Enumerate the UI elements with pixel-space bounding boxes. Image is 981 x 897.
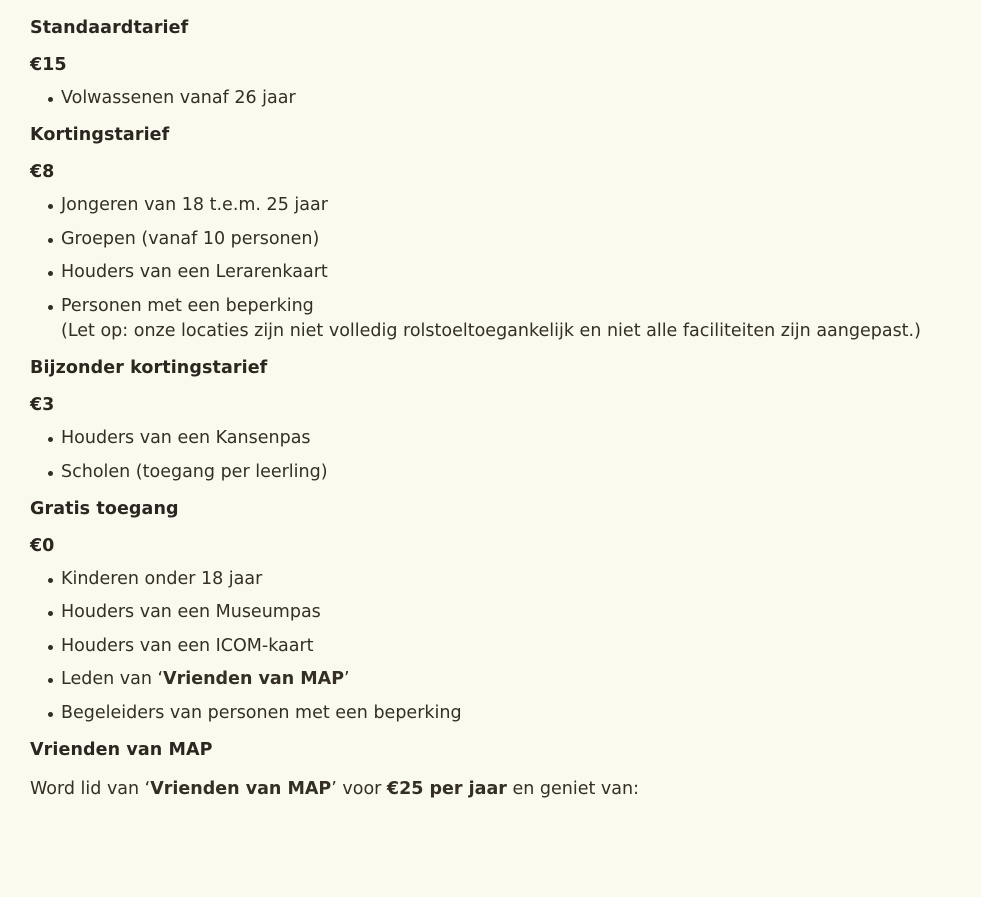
section-item-list bbox=[30, 422, 953, 491]
list-item-text: Groepen (vanaf 10 personen) bbox=[61, 228, 320, 249]
section-price: €8 bbox=[30, 162, 55, 183]
intro-after: en geniet van: bbox=[506, 778, 639, 799]
pricing-section-kortingstarief bbox=[30, 117, 953, 350]
list-item-text: Houders van een Museumpas bbox=[61, 602, 321, 623]
list-item bbox=[30, 663, 953, 696]
list-item bbox=[30, 563, 953, 596]
list-item-text: Scholen (toegang per leerling) bbox=[61, 461, 328, 482]
intro-before: Word lid van ‘ bbox=[30, 778, 151, 799]
list-item-text: Volwassenen vanaf 26 jaar bbox=[61, 88, 296, 108]
list-item bbox=[30, 290, 953, 349]
pricing-section-gratis-toegang bbox=[30, 491, 953, 732]
section-heading: Vrienden van MAP bbox=[30, 739, 213, 760]
list-item bbox=[30, 697, 953, 730]
list-item-text: Kinderen onder 18 jaar bbox=[61, 569, 263, 589]
section-heading: Standaardtarief bbox=[30, 18, 189, 38]
section-price: €15 bbox=[30, 55, 67, 75]
section-heading: Bijzonder kortingstarief bbox=[30, 358, 268, 379]
section-price: €3 bbox=[30, 395, 55, 416]
list-item-text: Begeleiders van personen met een beperking bbox=[61, 702, 462, 723]
list-item-text: Personen met een beperking bbox=[61, 295, 314, 316]
intro-middle: ’ voor bbox=[331, 778, 387, 799]
section-price: €0 bbox=[30, 536, 55, 556]
section-item-list bbox=[30, 563, 953, 732]
list-item-text: Jongeren van 18 t.e.m. 25 jaar bbox=[61, 195, 328, 216]
list-item bbox=[30, 456, 953, 489]
pricing-section-vrienden-van-map bbox=[30, 732, 953, 806]
list-item-text: Houders van een Kansenpas bbox=[61, 428, 311, 449]
membership-price: €25 per jaar bbox=[386, 778, 507, 799]
pricing-section-bijzonder-kortingstarief bbox=[30, 350, 953, 491]
section-item-list bbox=[30, 189, 953, 350]
list-item bbox=[30, 630, 953, 663]
list-item-note: (Let op: onze locaties zijn niet volledig rolstoeltoegankelijk en niet alle faciliteiten zijn aangepast.) bbox=[61, 320, 921, 341]
list-item-text: Houders van een Lerarenkaart bbox=[61, 262, 328, 283]
list-item bbox=[30, 82, 953, 115]
section-heading: Kortingstarief bbox=[30, 125, 170, 146]
list-item bbox=[30, 596, 953, 629]
list-item-text-after: ’ bbox=[344, 669, 350, 690]
membership-intro-text bbox=[30, 767, 953, 806]
list-item bbox=[30, 422, 953, 455]
list-item bbox=[30, 189, 953, 222]
section-heading: Gratis toegang bbox=[30, 499, 179, 519]
list-item bbox=[30, 223, 953, 256]
list-item-text: Leden van ‘ bbox=[61, 669, 164, 690]
pricing-section-standaardtarief bbox=[30, 10, 953, 117]
list-item-highlight: Vrienden van MAP bbox=[163, 669, 345, 690]
list-item-text: Houders van een ICOM-kaart bbox=[61, 635, 314, 656]
list-item bbox=[30, 256, 953, 289]
membership-name: Vrienden van MAP bbox=[150, 778, 332, 799]
section-item-list bbox=[30, 82, 953, 117]
